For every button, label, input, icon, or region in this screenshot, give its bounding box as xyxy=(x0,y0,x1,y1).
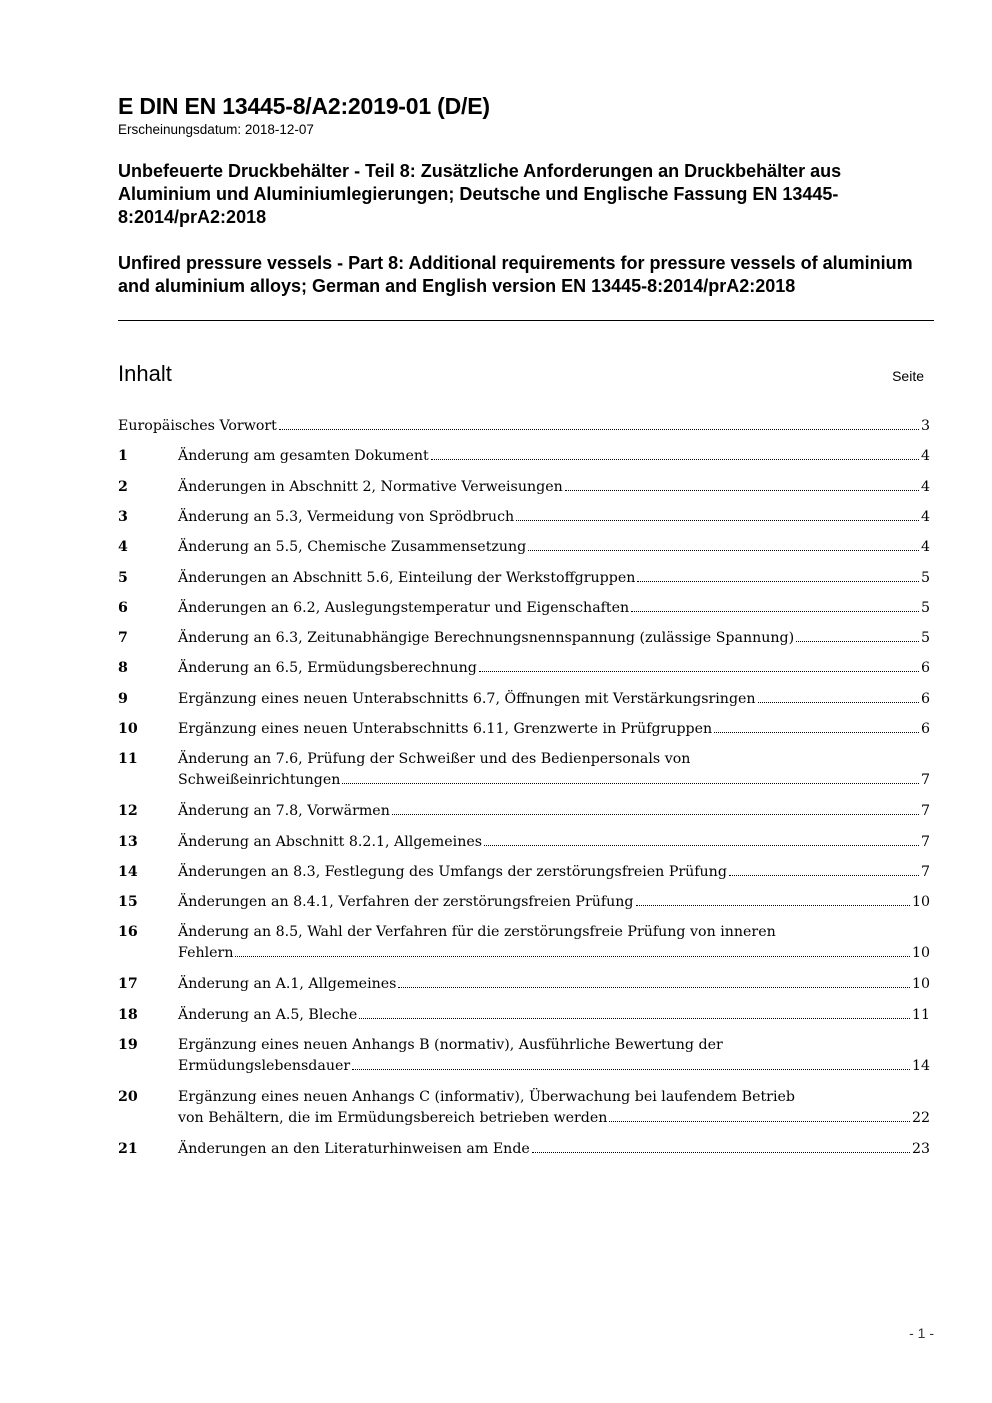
toc-entry-page: 7 xyxy=(920,864,930,880)
toc-entry[interactable] xyxy=(118,537,930,558)
toc-dot-leader xyxy=(796,641,919,642)
toc-entry-title: Ermüdungslebensdauer xyxy=(178,1058,351,1074)
toc-entry-title: Fehlern xyxy=(178,945,234,961)
toc-entry-title: von Behältern, die im Ermüdungsbereich betrieben werden xyxy=(178,1110,608,1126)
toc-entry[interactable] xyxy=(118,892,930,913)
toc-entry[interactable] xyxy=(118,1087,930,1129)
toc-entry-number: 2 xyxy=(118,479,128,495)
toc-entry-title: Ergänzung eines neuen Anhangs C (informativ), Überwachung bei laufendem Betrieb xyxy=(178,1089,795,1105)
toc-entry-page: 5 xyxy=(920,570,930,586)
toc-dot-leader xyxy=(637,581,919,582)
toc-entry-title: Änderung an 6.5, Ermüdungsberechnung xyxy=(178,660,477,676)
toc-entry-page: 7 xyxy=(920,803,930,819)
toc-entry-number: 11 xyxy=(118,751,138,767)
toc-entry-page: 7 xyxy=(920,834,930,850)
toc-dot-leader xyxy=(609,1121,910,1122)
toc-entry-number: 17 xyxy=(118,976,138,992)
toc-entry-number: 20 xyxy=(118,1089,138,1105)
toc-entry-title: Änderung an 7.8, Vorwärmen xyxy=(178,803,390,819)
title-german: Unbefeuerte Druckbehälter - Teil 8: Zusätzliche Anforderungen an Druckbehälter aus Aluminium und Aluminiumlegierungen; Deutsche und Englische Fassung EN 13445-8:2014/prA2:2018 xyxy=(118,161,842,227)
toc-entry-number: 1 xyxy=(118,448,128,464)
toc-entry-title: Änderung an 6.3, Zeitunabhängige Berechnungsnennspannung (zulässige Spannung) xyxy=(178,630,795,646)
toc-entry-number: 5 xyxy=(118,570,128,586)
toc-entry-number: 21 xyxy=(118,1141,138,1157)
toc-entry-title: Änderungen an 6.2, Auslegungstemperatur und Eigenschaften xyxy=(178,600,630,616)
toc-entry-number: 15 xyxy=(118,894,138,910)
toc-entry-title: Änderung an 5.3, Vermeidung von Sprödbruch xyxy=(178,509,515,525)
title-english: Unfired pressure vessels - Part 8: Additional requirements for pressure vessels of aluminium and aluminium alloys; German and English version EN 13445-8:2014/prA2:2018 xyxy=(118,253,913,296)
toc-entry-title: Änderung an 5.5, Chemische Zusammensetzung xyxy=(178,539,527,555)
toc-entry-number: 18 xyxy=(118,1007,138,1023)
toc-dot-leader xyxy=(758,702,919,703)
toc-entry-title: Änderungen an 8.3, Festlegung des Umfangs der zerstörungsfreien Prüfung xyxy=(178,864,727,880)
toc-dot-leader xyxy=(342,783,919,784)
header-divider xyxy=(118,320,934,321)
toc-dot-leader xyxy=(714,732,919,733)
toc-entry[interactable] xyxy=(118,416,930,437)
toc-entry[interactable] xyxy=(118,719,930,740)
toc-entry[interactable] xyxy=(118,862,930,883)
toc-entry-page: 6 xyxy=(920,721,930,737)
toc-entry-number: 13 xyxy=(118,834,138,850)
toc-entry-title: Änderung an 8.5, Wahl der Verfahren für die zerstörungsfreie Prüfung von inneren xyxy=(178,924,776,940)
toc-entry-page: 23 xyxy=(911,1141,930,1157)
toc-entry-page: 22 xyxy=(911,1110,930,1126)
toc-entry[interactable] xyxy=(118,507,930,528)
toc-entry-number: 19 xyxy=(118,1037,138,1053)
toc-entry[interactable] xyxy=(118,628,930,649)
toc-dot-leader xyxy=(359,1018,910,1019)
toc-dot-leader xyxy=(516,520,919,521)
toc-entry[interactable] xyxy=(118,446,930,467)
toc-entry-page: 10 xyxy=(911,945,930,961)
toc-entry[interactable] xyxy=(118,477,930,498)
toc-dot-leader xyxy=(532,1152,910,1153)
toc-dot-leader xyxy=(479,671,919,672)
toc-entry-title: Änderung an 7.6, Prüfung der Schweißer und des Bedienpersonals von xyxy=(178,751,691,767)
toc-entry[interactable] xyxy=(118,1005,930,1026)
toc-entry-number: 16 xyxy=(118,924,138,940)
toc-entry-title: Änderung am gesamten Dokument xyxy=(178,448,429,464)
toc-entry-title: Änderungen an 8.4.1, Verfahren der zerstörungsfreien Prüfung xyxy=(178,894,634,910)
toc-entry-page: 4 xyxy=(920,479,930,495)
toc-heading: Inhalt xyxy=(118,361,172,386)
toc-entry-number: 8 xyxy=(118,660,128,676)
toc-entry-page: 5 xyxy=(920,630,930,646)
toc-entry-title: Ergänzung eines neuen Unterabschnitts 6.11, Grenzwerte in Prüfgruppen xyxy=(178,721,713,737)
toc-entry-page: 3 xyxy=(920,418,930,434)
toc-dot-leader xyxy=(484,845,919,846)
toc-entry-title: Schweißeinrichtungen xyxy=(178,772,341,788)
document-id: E DIN EN 13445-8/A2:2019-01 (D/E) xyxy=(118,93,490,119)
toc-dot-leader xyxy=(636,905,910,906)
toc-entry-title: Änderung an A.5, Bleche xyxy=(178,1007,358,1023)
toc-entry-number: 12 xyxy=(118,803,138,819)
toc-entry-number: 4 xyxy=(118,539,128,555)
toc-entry[interactable] xyxy=(118,749,930,791)
toc-entry-page: 10 xyxy=(911,976,930,992)
toc-dot-leader xyxy=(279,429,919,430)
toc-page-column-label: Seite xyxy=(892,368,924,384)
toc-entry[interactable] xyxy=(118,689,930,710)
toc-entry-page: 6 xyxy=(920,660,930,676)
toc-dot-leader xyxy=(235,956,909,957)
toc-dot-leader xyxy=(352,1069,910,1070)
toc-dot-leader xyxy=(631,611,919,612)
toc-entry[interactable] xyxy=(118,1139,930,1160)
toc-entry-page: 10 xyxy=(911,894,930,910)
toc-dot-leader xyxy=(528,550,919,551)
toc-dot-leader xyxy=(565,490,919,491)
toc-entry-number: 14 xyxy=(118,864,138,880)
toc-entry-page: 4 xyxy=(920,539,930,555)
toc-entry-page: 7 xyxy=(920,772,930,788)
toc-entry-title: Europäisches Vorwort xyxy=(118,418,277,434)
toc-entry-page: 11 xyxy=(911,1007,930,1023)
toc-entry[interactable] xyxy=(118,658,930,679)
toc-entry-title: Änderungen in Abschnitt 2, Normative Verweisungen xyxy=(178,479,563,495)
toc-entry-page: 6 xyxy=(920,691,930,707)
toc-entry-number: 7 xyxy=(118,630,128,646)
toc-dot-leader xyxy=(431,459,919,460)
publication-date: Erscheinungsdatum: 2018-12-07 xyxy=(118,122,314,137)
toc-entry-title: Ergänzung eines neuen Unterabschnitts 6.7, Öffnungen mit Verstärkungsringen xyxy=(178,691,756,707)
toc-entry-page: 4 xyxy=(920,448,930,464)
toc-dot-leader xyxy=(729,875,919,876)
toc-entry[interactable] xyxy=(118,598,930,619)
toc-entry-page: 14 xyxy=(911,1058,930,1074)
toc-entry[interactable] xyxy=(118,1035,930,1077)
toc-entry-title: Änderungen an Abschnitt 5.6, Einteilung der Werkstoffgruppen xyxy=(178,570,636,586)
toc-entry[interactable] xyxy=(118,801,930,822)
toc-entry-number: 3 xyxy=(118,509,128,525)
toc-entry-page: 5 xyxy=(920,600,930,616)
toc-entry-number: 6 xyxy=(118,600,128,616)
toc-entry-number: 10 xyxy=(118,721,138,737)
toc-entry[interactable] xyxy=(118,974,930,995)
toc-dot-leader xyxy=(392,814,919,815)
toc-entry-page: 4 xyxy=(920,509,930,525)
toc-entry-number: 9 xyxy=(118,691,128,707)
toc-entry-title: Änderung an Abschnitt 8.2.1, Allgemeines xyxy=(178,834,483,850)
toc-entry-title: Änderungen an den Literaturhinweisen am Ende xyxy=(178,1141,530,1157)
page-number: - 1 - xyxy=(909,1325,934,1341)
toc-entry[interactable] xyxy=(118,832,930,853)
toc-entry[interactable] xyxy=(118,568,930,589)
toc-entry[interactable] xyxy=(118,922,930,964)
toc-dot-leader xyxy=(398,987,910,988)
toc-entry-title: Änderung an A.1, Allgemeines xyxy=(178,976,397,992)
toc-entry-title: Ergänzung eines neuen Anhangs B (normativ), Ausführliche Bewertung der xyxy=(178,1037,723,1053)
